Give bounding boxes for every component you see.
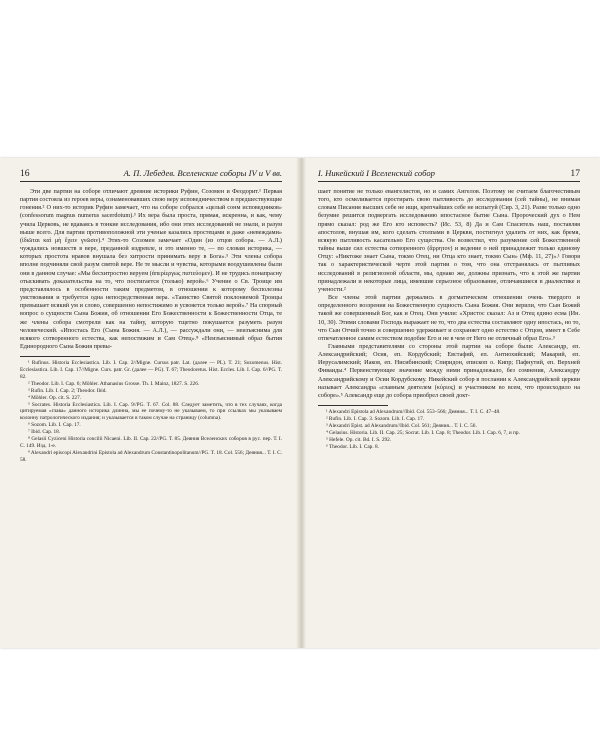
footnote: ⁴ Gelasius. Historia. Lib. II. Cap. 25; Socrat. Lib. I. Cap. 8; Theodor. Lib. I. Cap. 6, 7, и пр. (326, 429, 520, 436)
left-page-body (20, 188, 282, 351)
footnote: ³ Rufin. Lib. I. Cap. 2; Theodor. Ibid. (28, 387, 107, 394)
right-page-number: 17 (570, 168, 580, 179)
left-footnotes (20, 360, 282, 464)
right-page (318, 168, 580, 451)
footnote: ⁵ Socrates. Historia Ecclesiastica. Lib. I. Cap. 9//PG. T. 67. Col. 88. Следует заметить, что в тех случаях, когда цитируемая «глава» данного историка длинна, мы ее почему-то не указываем, то при ссылках мы указываем колонну патрологического издания; и указывается в таком случае на страницу (columna). (20, 401, 282, 422)
paragraph: Главными представителями со стороны этой партии на соборе были: Александр, еп. Александрийский; Осия, еп. Кордубский; Евстафий, еп. Антиохийский; Макарий, еп. Иерусалимский; Иаков, еп. Нисибинский; Спиридон, епископ о. Кипр; Пафнутий, еп. Верхней Фиваиды.⁴ Первенствующее значение между ними принадлежало, без сомнения, Александру Александрийскому и Осии Кордубскому. Никейский собор в послании к Александрийской церкви называет Александра «главным деятелем (κύριος) и участником во всем, что происходило на соборе».⁵ Александр еще до собора приобрел своей докт- (318, 342, 580, 399)
footnote: ² Rufin. Lib. I. Cap. 3. Sozom. Lib. I. Cap. 17. (326, 415, 425, 422)
right-footnotes (318, 409, 580, 450)
left-page-header (20, 168, 282, 182)
paragraph: Эти две партии на соборе отличают древние историки Руфин, Созомен и Феодорит.¹ Первая партия состояла из героев веры, ознаменовавших свою веру исповедничеством в предшествующие гонения.² О них-то историк Руфин замечает, что на соборе собрался «целый сонм исповедников» (confessorum magnus numerus sacerdotum).³ Их вера была проста, прямая, искренна, и как, чему учила Церковь, не вдаваясь в тонкие исследования, ибо они этих исследований не знали, и разум выше всего. Для партии противоположной эти ученые казались простецами и даже «невеждами» (ἰδιῶται καὶ μὴ ἔχειν γνῶσιν).⁴ Этих-то Созомен замечает «Один (из отцов собора. — А.Л.) чуждались новшеств в вере, преданной издревле, и это именно те, — по словам историка, — которых простота нравов внушала без хитрости принимать веру в Бога».⁵ Эти члены собора вполне подчиняли свой разум святой вере. Не те мысли и чувства, которыми воодушевлены были они в данном случае: «Мы бесхитростно веруем (ἀπερίεργως πιστεύομεν). И не трудись понапрасну отыскивать доказательства на то, что постигается (только) верой».⁶ Учение о Св. Троице им представлялось в особенности таким предметом, в отношении к которому бесполезны умствования и требуется одна непосредственная вера. «Таинство Святой поклоняемой Троицы превышает всякий ум и слово, совершенно непостижимо и усвояется только верой».⁷ На спорный вопрос о сущности Сына Божия, об отношении Его Божественности к Божественности Отца, те же члены собора смотрели как на тайну, которую тщетно покушается разуметь разум человеческий. «Ипостась Его (Сына Божия. — А.Л.), — рассуждали они, — неизъяснима для всякого сотворенного естества, как непостижим и Сам Отец».⁸ «Неизъяснимый образ бытия Единородного Сына Божия превы- (20, 188, 282, 350)
footnote: ⁴ Möhler. Op. cit. S. 227. (28, 394, 82, 401)
footnote: ⁷ Ibid. Cap. 18. (28, 429, 61, 436)
footnote: ² Theodor. Lib. I. Cap. 6; Möhler. Athanasius Grosse. Th. I. Mainz, 1827. S. 226. (28, 380, 200, 387)
right-page-body (318, 188, 580, 400)
footnote: ⁹ Alexandri episcopi Alexandrini Epistola ad Alexandrum Constantinopolitanum//PG. T. 18. Col. 556; Деяния... Т. I. С. 58. (20, 449, 282, 463)
book-gutter (296, 158, 306, 648)
right-running-head: I. Никейский I Вселенский собор (318, 168, 435, 178)
left-page (20, 168, 282, 464)
footnote: ⁵ Hefele. Op. cit. Bd. I. S. 292. (326, 436, 392, 443)
paragraph: Все члены этой партии держались в догматическом отношении очень твердого и определенного воззрения на Божественную сущность Сына Божия. Они верили, что Сын Божий такой же совершенный Бог, как и Отец. Они учили: «Христос сказал: Аз и Отец едино есма (Ин. 10, 30). Этими словами Господь выражает не то, что два естества составляют одну ипостась, но то, что Сын Отчий точно и совершенно удерживает и сохраняет одно естество с Отцом, имеет в Себе отпечатленное самим естеством подобие Его и не в чем от Него не отличный образ Его».³ (318, 294, 580, 342)
left-running-head: А. П. Лебедев. Вселенские соборы IV и V вв. (123, 168, 282, 178)
footnote-separator (318, 405, 388, 406)
paragraph: шает понятие не только евангелистов, но и самих Ангелов. Поэтому не считаем благочестивым того, кто осмеливается простирать свою пытливость до исследования (сей тайны), не внимая словам Писания высших себе не ищи, крепчайших себе не испытуй (Сир. 3, 21). Разве только одно безумие решится подвергать исследованию ипостасное бытие Сына. Пророческий дух о Нем прямо сказал: род же Его кто исповесть? (Ис. 53, 8) Да и Сам Спаситель наш, поставляя апостолов, внушая им, кого сделать столпами в Церкви, постигнул удалить от них, как бремя, всякую пытливость касательно Его существа. Он возвестил, что разумение сей Божественной тайны выше сил естества сотворенного (ἄρρητον) и ведение о ней принадлежит только единому Отцу: «Никтоже знает Сына, токмо Отец, ни Отца кто знает, токмо Сын» (Мф. 11, 27)».¹ Говоря так о характеристической черте этой партии о том, что она отстранялась от пытливых исследований в религиозной области, мы, однако же, должны признать, что к этой же партии принадлежали и некоторые лица, имевшие серьезное образование, отличавшиеся в диалектике и учености.² (318, 188, 580, 293)
right-page-header (318, 168, 580, 182)
footnote: ⁸ Gelasii Cyziceni Historia concilii Nicaeni. Lib. II. Cap. 22//PG. T. 85. Деяния Вселенских соборов в рус. пер. Т. I. С. 149. Изд. 1-е. (20, 436, 282, 449)
footnote: ⁶ Sozom. Lib. I. Cap. 17. (28, 422, 81, 429)
footnote-separator (20, 356, 90, 357)
book-spread (0, 158, 600, 648)
left-page-number: 16 (20, 168, 30, 179)
footnote: ¹ Rufinus. Historia Ecclesiastica. Lib. I. Cap. 2//Migne. Cursus patr. Lat. (далее — PL). T. 21; Sozomenus. Hist. Ecclesiastica. Lib. I. Cap. 17//Migne. Curs. patr. Gr. (далее — PG). T. 67; Theodoretus. Hist. Eccles. Lib. I. Cap. 6//PG. T. 82. (20, 360, 282, 380)
footnote: ⁶ Theodor. Lib. I. Cap. 8. (326, 443, 379, 450)
footnote: ³ Alexandri Epist. ad Alexandrum//Ibid. Col. 561; Деяния... Т. I. С. 56. (326, 422, 477, 429)
footnote: ¹ Alexandri Epistola ad Alexandrum//Ibid. Col. 553–566; Деяния... Т. I. С. 47–48. (326, 409, 501, 416)
